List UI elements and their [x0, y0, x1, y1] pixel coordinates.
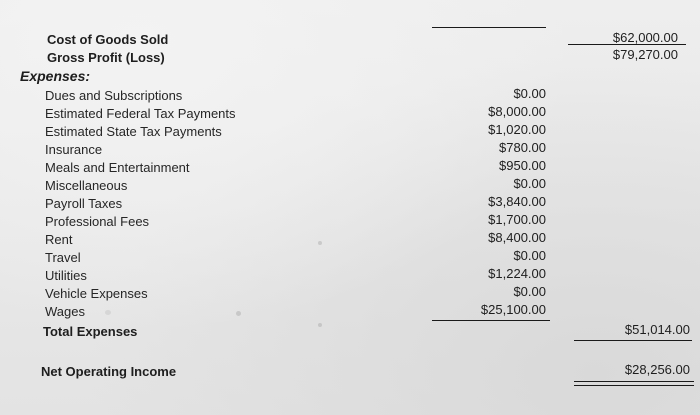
- expense-amount-meals: $950.00: [499, 158, 546, 173]
- expense-label-misc: Miscellaneous: [45, 178, 128, 193]
- expense-amount-misc: $0.00: [513, 176, 546, 191]
- expense-label-insurance: Insurance: [45, 142, 103, 157]
- expense-label-wages: Wages: [45, 304, 85, 319]
- expense-amount-wages: $25,100.00: [480, 302, 546, 317]
- expenses-heading: Expenses:: [20, 68, 91, 84]
- expense-label-professional: Professional Fees: [45, 214, 150, 229]
- cogs-amount: $62,000.00: [612, 30, 678, 45]
- expense-amount-travel: $0.00: [513, 248, 546, 263]
- paper-smudge: [236, 311, 241, 316]
- expense-label-travel: Travel: [45, 250, 81, 265]
- expense-amount-vehicle: $0.00: [513, 284, 546, 299]
- total-expenses-label: Total Expenses: [43, 324, 138, 339]
- total-expenses-amount: $51,014.00: [624, 322, 690, 337]
- net-income-double-rule-top: [574, 381, 694, 382]
- expense-label-rent: Rent: [45, 232, 73, 247]
- expense-amount-state-tax: $1,020.00: [488, 122, 546, 137]
- expense-label-state-tax: Estimated State Tax Payments: [45, 124, 222, 139]
- expense-amount-insurance: $780.00: [499, 140, 546, 155]
- expense-label-vehicle: Vehicle Expenses: [45, 286, 148, 301]
- expense-amount-payroll: $3,840.00: [488, 194, 546, 209]
- paper-smudge: [318, 241, 322, 245]
- total-expenses-underline: [574, 340, 692, 341]
- expense-amount-rent: $8,400.00: [488, 230, 546, 245]
- expense-amount-dues: $0.00: [513, 86, 546, 101]
- paper-smudge: [105, 310, 111, 315]
- expense-amount-federal-tax: $8,000.00: [488, 104, 546, 119]
- expense-label-meals: Meals and Entertainment: [45, 160, 190, 175]
- expense-amount-professional: $1,700.00: [488, 212, 546, 227]
- net-income-double-rule-bottom: [574, 385, 694, 386]
- expense-label-utilities: Utilities: [45, 268, 87, 283]
- cogs-label: Cost of Goods Sold: [47, 32, 169, 47]
- net-operating-income-label: Net Operating Income: [41, 364, 177, 379]
- top-divider-mid: [432, 27, 546, 28]
- expense-label-dues: Dues and Subscriptions: [45, 88, 183, 103]
- expenses-subtotal-rule: [432, 320, 550, 321]
- expense-amount-utilities: $1,224.00: [488, 266, 546, 281]
- paper-smudge: [318, 323, 322, 327]
- expense-label-payroll: Payroll Taxes: [45, 196, 123, 211]
- net-operating-income-amount: $28,256.00: [624, 362, 690, 377]
- gross-profit-amount: $79,270.00: [612, 47, 678, 62]
- gross-profit-label: Gross Profit (Loss): [47, 50, 165, 65]
- expense-label-federal-tax: Estimated Federal Tax Payments: [45, 106, 236, 121]
